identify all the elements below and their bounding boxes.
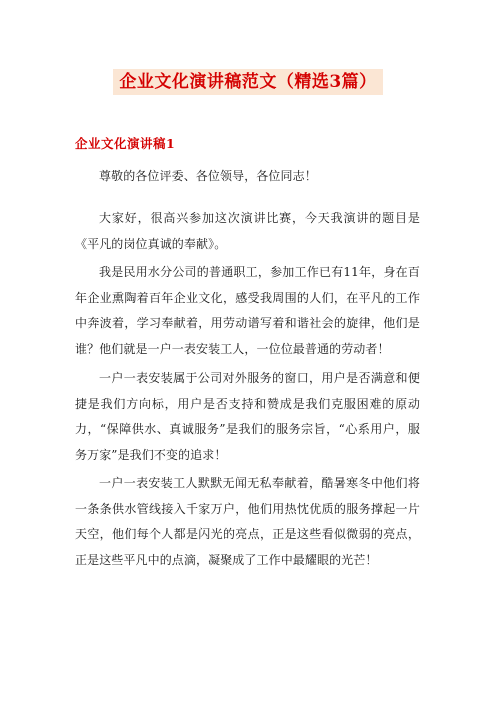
title-wrapper	[0, 69, 496, 95]
document-title: 企业文化演讲稿范文（精选3篇）	[113, 69, 382, 95]
section-heading: 企业文化演讲稿1	[75, 136, 176, 151]
paragraph-self-introduction: 我是民用水分公司的普通职工，参加工作已有11年，身在百年企业熏陶着百年企业文化，感受我周围的人们，在平凡的工作中奔波着，学习奉献着，用劳动谱写着和谐社会的旋律，他们是谁？他们就是一户一表安装工人，一位位最普通的劳动者！	[75, 265, 420, 356]
paragraph-greeting: 尊敬的各位评委、各位领导，各位同志！	[99, 169, 317, 183]
paragraph-intro: 大家好，很高兴参加这次演讲比赛，今天我演讲的题目是《平凡的岗位真诚的奉献》。	[75, 211, 420, 251]
paragraph-service-window: 一户一表安装属于公司对外服务的窗口，用户是否满意和便捷是我们方向标，用户是否支持和赞成是我们克服困难的原动力，“保障供水、真诚服务”是我们的服务宗旨，“心系用户，服务万家”是我们不变的追求！	[75, 371, 420, 462]
paragraph-installers: 一户一表安装工人默默无闻无私奉献着，酷暑寒冬中他们将一条条供水管线接入千家万户，他们用热忱优质的服务撑起一片天空，他们每个人都是闪光的亮点，正是这些看似微弱的亮点，正是这些平凡中的点滴，凝聚成了工作中最耀眼的光芒！	[75, 476, 420, 567]
